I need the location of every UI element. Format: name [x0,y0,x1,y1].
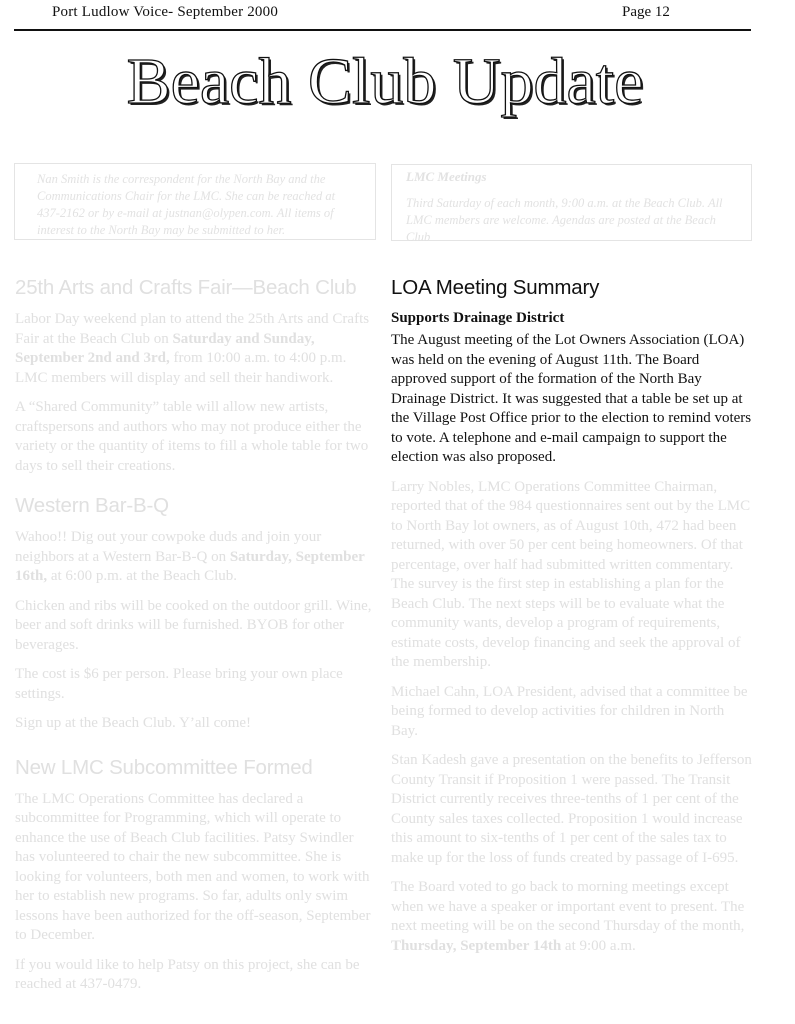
text: at 9:00 a.m. [561,937,636,954]
text: from 10:00 a.m. to 4:00 p.m. LMC members will display and sell their handiwork. [15,350,347,386]
left-column [15,276,377,1005]
subcommittee-article [15,756,377,995]
header-rule [14,29,751,31]
lmc-meetings-title: LMC Meetings [406,169,487,184]
text: The Board voted to go back to morning meetings except when we have a speaker or important event to present. The next meeting will be on the second Thursday of the month, [391,879,745,934]
correspondent-text: Nan Smith is the correspondent for the North Bay and the Communications Chair for the LMC. She can be reached at 437-2162 or by e-mail at justnan@olypen.com. All items of interest to the North Bay may be submitted to her. [37,172,336,237]
publication-name: Port Ludlow Voice- September 2000 [52,4,279,20]
masthead-title: Beach Club Update [126,45,644,118]
loa-paragraph: Michael Cahn, LOA President, advised that a committee be being formed to develop activities for children in North Bay. [391,683,748,739]
right-column [391,276,753,966]
bbq-paragraph: Sign up at the Beach Club. Y’all come! [15,715,252,731]
arts-fair-paragraph: A “Shared Community” table will allow new artists, craftspersons and authors who may not produce either the variety or the quantity of items to fill a whole table for two days to sell their creations. [15,399,369,474]
bbq-paragraph: Chicken and ribs will be cooked on the outdoor grill. Wine, beer and soft drinks will be furnished. BYOB for other beverages. [15,597,372,653]
loa-paragraph: Stan Kadesh gave a presentation on the benefits to Jefferson County Transit if Proposition 1 were passed. The Transit District currently receives three-tenths of 1 per cent of the County sales taxes collected. Proposition 1 would increase this amount to six-tenths of 1 per cent of the sales tax to make up for the loss of funds created by passage of I-695. [391,752,752,866]
event-dates: Saturday and Sunday, September 2nd and 3rd, [15,330,315,366]
text: at 6:00 p.m. at the Beach Club. [47,568,238,584]
arts-fair-heading: 25th Arts and Crafts Fair—Beach Club [15,276,357,299]
lmc-meetings-box [391,164,752,244]
arts-fair-article [15,276,377,476]
arts-fair-paragraph [15,310,377,388]
subcommittee-heading: New LMC Subcommittee Formed [15,755,313,779]
loa-heading: LOA Meeting Summary [391,276,600,299]
event-date: Saturday, September 16th, [15,548,365,584]
page-number: Page 12 [622,4,670,20]
loa-paragraph: The August meeting of the Lot Owners Association (LOA) was held on the evening of August 11th. The Board approved support of the formation of the North Bay Drainage District. It was suggested that a table be set up at the Village Post Office prior to the election to remind voters to vote. A telephone and e-mail campaign to support the election was also proposed. [391,332,752,465]
loa-paragraph: Larry Nobles, LMC Operations Committee Chairman, reported that of the 984 questionnaires sent out by the LMC to North Bay lot owners, as of August 10th, 472 had been returned, with over 50 per cent being homeowners. Of that percentage, over half had submitted written commentary. The survey is the first step in establishing a plan for the Beach Club. The next steps will be to evaluate what the community wants, develop a program of requirements, estimate costs, develop financing and seek the approval of the membership. [391,478,751,670]
loa-subhead: Supports Drainage District [391,310,565,326]
bbq-paragraph: The cost is $6 per person. Please bring your own place settings. [15,666,343,702]
text: Labor Day weekend plan to attend the 25th Arts and Crafts Fair at the Beach Club on [15,311,370,347]
bbq-article [15,494,377,734]
bbq-heading: Western Bar-B-Q [15,494,169,517]
subcommittee-paragraph: The LMC Operations Committee has declared a subcommittee for Programming, which will operate to enhance the use of Beach Club facilities. Patsy Swindler has volunteered to chair the new subcommittee. She is looking for volunteers, both men and women, to work with her to establish new programs. So far, adults only swim lessons have been authorized for the off-season, September to December. [15,790,371,943]
bbq-paragraph [15,528,377,587]
correspondent-box [14,163,376,240]
lmc-meetings-text: Third Saturday of each month, 9:00 a.m. at the Beach Club. All LMC members are welcome. Agendas are posted at the Beach Club [406,196,723,244]
subcommittee-paragraph: If you would like to help Patsy on this project, she can be reached at 437-0479. [15,956,360,992]
meeting-date: Thursday, September 14th [391,937,562,954]
text: Wahoo!! Dig out your cowpoke duds and join your neighbors at a Western Bar-B-Q on [15,529,322,565]
loa-paragraph [391,878,753,956]
